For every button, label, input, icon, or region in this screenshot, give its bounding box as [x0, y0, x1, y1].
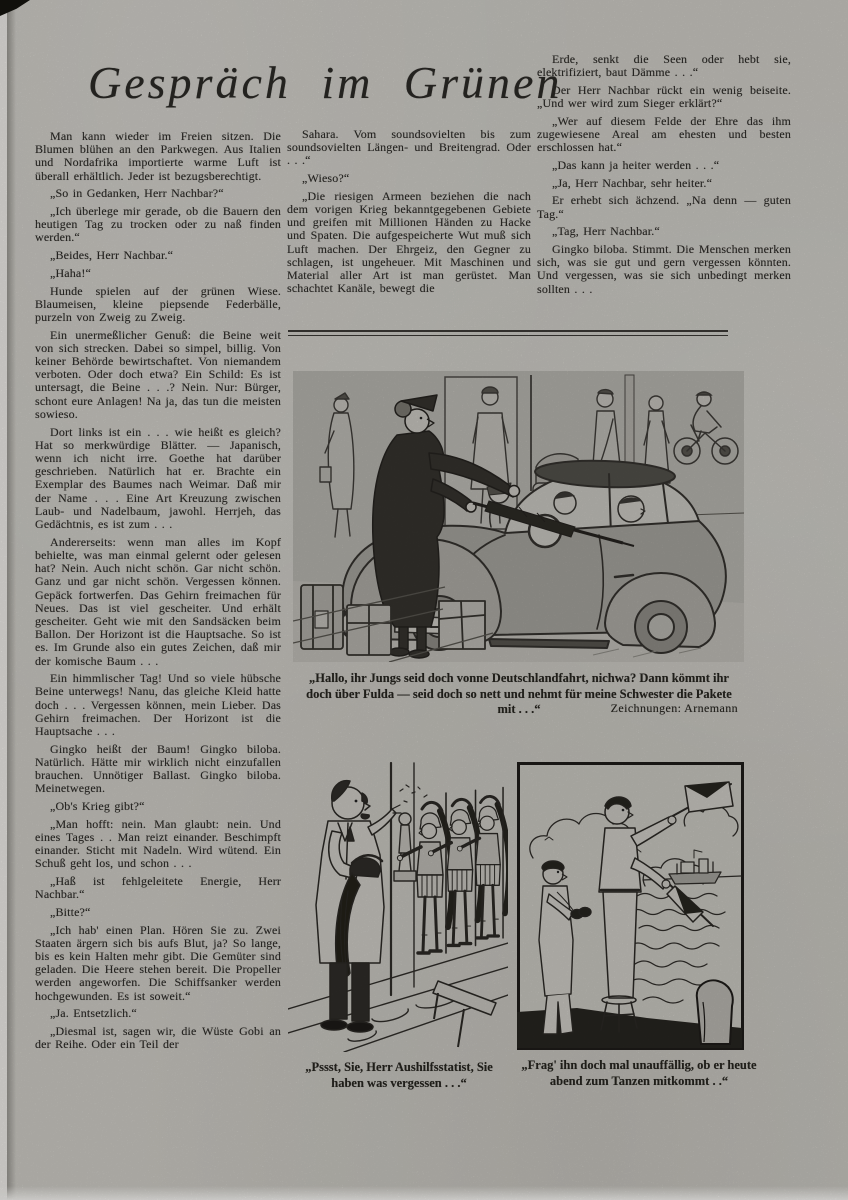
page-title: Gespräch im Grünen [88, 57, 563, 108]
paragraph: Andererseits: wenn man alles im Kopf behielte, was man einmal gelernt oder gelesen hat? Nein. Auch nicht schön. Gar nicht schön. Ganz und gar nicht schön. Vergessen können. Gepäck fortwerfen. Das Gehirn freimachen für Neues. Das ist viel gescheiter. Und erhält gescheiter. Geht wie mit den Sandsäcken beim Ballon. Der Horizont ist die Hauptsache. So ist es. Im Grunde also ein gutes Zeichen, daß mir der komische Baum . . . [35, 534, 281, 668]
paragraph: „Ja, Herr Nachbar, sehr heiter.“ [552, 175, 713, 190]
paragraph: „So in Gedanken, Herr Nachbar?“ [50, 186, 224, 201]
sailor-scene-drawing [517, 762, 744, 1050]
paragraph: Er erhebt sich ächzend. „Na denn — guten Tag.“ [537, 193, 791, 221]
text-column-1 [35, 130, 281, 1056]
illustrator-credit: Zeichnungen: Arnemann [610, 701, 738, 715]
text-column-2 [287, 128, 531, 300]
paragraph: „Haha!“ [50, 265, 92, 280]
sailor-cartoon-caption: „Frag' ihn doch mal unauffällig, ob er heute abend zum Tanzen mitkommt . .“ [521, 1058, 757, 1088]
text-column-3 [537, 53, 791, 300]
paragraph: „Ich überlege mir gerade, ob die Bauern den heutigen Tag zu trocken oder zu naß finden werden.“ [35, 204, 281, 245]
paragraph: Erde, senkt die Seen oder hebt sie, elektrifiziert, baut Dämme . . .“ [537, 52, 791, 80]
car-caption-text: „Hallo, ihr Jungs seid doch vonne Deutschlandfahrt, nichwa? Dann kömmt ihr doch über Fulda — seid doch so nett und nehmt für meine Schwester die Pakete mit . . .“ [306, 671, 732, 716]
paragraph: Ein himmlischer Tag! Und so viele hübsche Beine unterwegs! Nanu, das gleiche Kleid hatte doch . . . Vergessen können, mein Lieber. Das Gehirn freimachen. Der Horizont ist die Hauptsache . . . [35, 671, 281, 739]
paragraph: Der Herr Nachbar rückt ein wenig beiseite. „Und wer wird zum Sieger erklärt?“ [537, 82, 791, 111]
paragraph: „Bitte?“ [50, 904, 91, 919]
paragraph: Gingko heißt der Baum! Gingko biloba. Natürlich. Hätte mir wirklich nicht einzufallen brauchen. Unnötiger Ballast. Gingko biloba. Meinetwegen. [35, 741, 281, 796]
stage-director [316, 781, 401, 1032]
paragraph: „Wer auf diesem Felde der Ehre das ihm zugewiesene Areal am ehesten und besten erschlossen hat.“ [537, 113, 791, 155]
paragraph: Sahara. Vom soundsovielten bis zum soundsovielten Längen- und Breitengrad. Oder . . .“ [287, 127, 531, 168]
divider-rule [288, 330, 728, 336]
paragraph: „Man hofft: nein. Man glaubt: nein. Und eines Tages . . Man reizt einander. Beschimpft einander. Sticht mit Nadeln. Wird wütend. Ein Schuß geht los, und schon . . . [35, 816, 281, 871]
bollard [697, 980, 733, 1044]
paragraph: Ein unermeßlicher Genuß: die Beine weit von sich strecken. Dabei so simpel, billig. Von keiner Behörde bewirtschaftet. Von niemandem verboten. Oder doch etwa? Ein Schild: Es ist untersagt, die Beine . . .? Nein. Nur: Bürger, schont eure Anlagen! Na ja, das tun die meisten sowieso. [35, 327, 281, 421]
paragraph: „Ja. Entsetzlich.“ [50, 1006, 137, 1021]
scan-edge-bottom [0, 1186, 848, 1200]
cartoon-stage-scene [288, 757, 508, 1052]
paragraph: „Tag, Herr Nachbar.“ [552, 224, 660, 239]
paragraph: „Haß ist fehlgeleitete Energie, Herr Nachbar.“ [35, 874, 281, 902]
cartoon-sailor-scene [517, 762, 744, 1050]
paragraph: Dort links ist ein . . . wie heißt es gleich? Hat so merkwürdige Blätter. — Japanisch, wenn ich nicht irre. Goethe hat darüber geschrieben. Natürlich hat er. Brachte ein Exemplar des Baumes nach Weimar. Daß mir der Name . . . Eine Art Kreuzung zwischen Laub- und Nadelbaum, jawohl. Herrjeh, das Gedächtnis, es ist zum . . . [35, 424, 281, 531]
paragraph: Gingko biloba. Stimmt. Die Menschen merken sich, was sie gut und gern vergessen könnten. Und vergessen, was sie sich unbedingt merken sollten . . . [537, 241, 791, 296]
fallen-beam [433, 981, 496, 1047]
paragraph: „Ich hab' einen Plan. Hören Sie zu. Zwei Staaten ärgern sich bis aufs Blut, ja? So lange, bis es kein Halten mehr gibt. Die Gemüter sind geladen. Die Heere stehen bereit. Die Propeller werden angeworfen. Die Schiffsanker werden hochgewunden. Es ist soweit.“ [35, 922, 281, 1003]
stage-scene-drawing [288, 757, 508, 1052]
scan-edge-shadow [7, 0, 16, 1200]
paragraph: „Das kann ja heiter werden . . .“ [552, 157, 720, 172]
paragraph: „Beides, Herr Nachbar.“ [50, 248, 174, 263]
car-cartoon-caption [296, 671, 742, 718]
cartoon-car-scene [293, 371, 744, 662]
paragraph: „Diesmal ist, sagen wir, die Wüste Gobi an der Reihe. Oder ein Teil der [35, 1024, 281, 1052]
scan-edge-left [0, 0, 7, 1200]
car-scene-drawing [293, 371, 744, 662]
paragraph: Man kann wieder im Freien sitzen. Die Blumen blühen an den Parkwegen. Aus Italien und Nordafrika importierte warme Luft ist überall erhältlich. Jeder ist bezugsberechtigt. [35, 129, 281, 183]
paragraph: Hunde spielen auf der grünen Wiese. Blaumeisen, kleine piepsende Federbälle, purzeln von Zweig zu Zweig. [35, 283, 281, 324]
stage-cartoon-caption: „Pssst, Sie, Herr Aushilfsstatist, Sie haben was vergessen . . .“ [305, 1060, 493, 1090]
paragraph: „Ob's Krieg gibt?“ [50, 799, 145, 814]
paragraph: „Wieso?“ [302, 171, 350, 186]
paragraph: „Die riesigen Armeen beziehen die nach dem vorigen Krieg bekanntgegebenen Gebiete und greifen mit Millionen Händen zu Hacke und Spaten. Die aufgespeicherte Wut muß sich Luft machen. Der Ehrgeiz, den Gegner zu schlagen, ist ungeheuer. Mit Maschinen und Material aller Art ist man gerüstet. Man schachtet Kanäle, bewegt die [287, 188, 531, 296]
